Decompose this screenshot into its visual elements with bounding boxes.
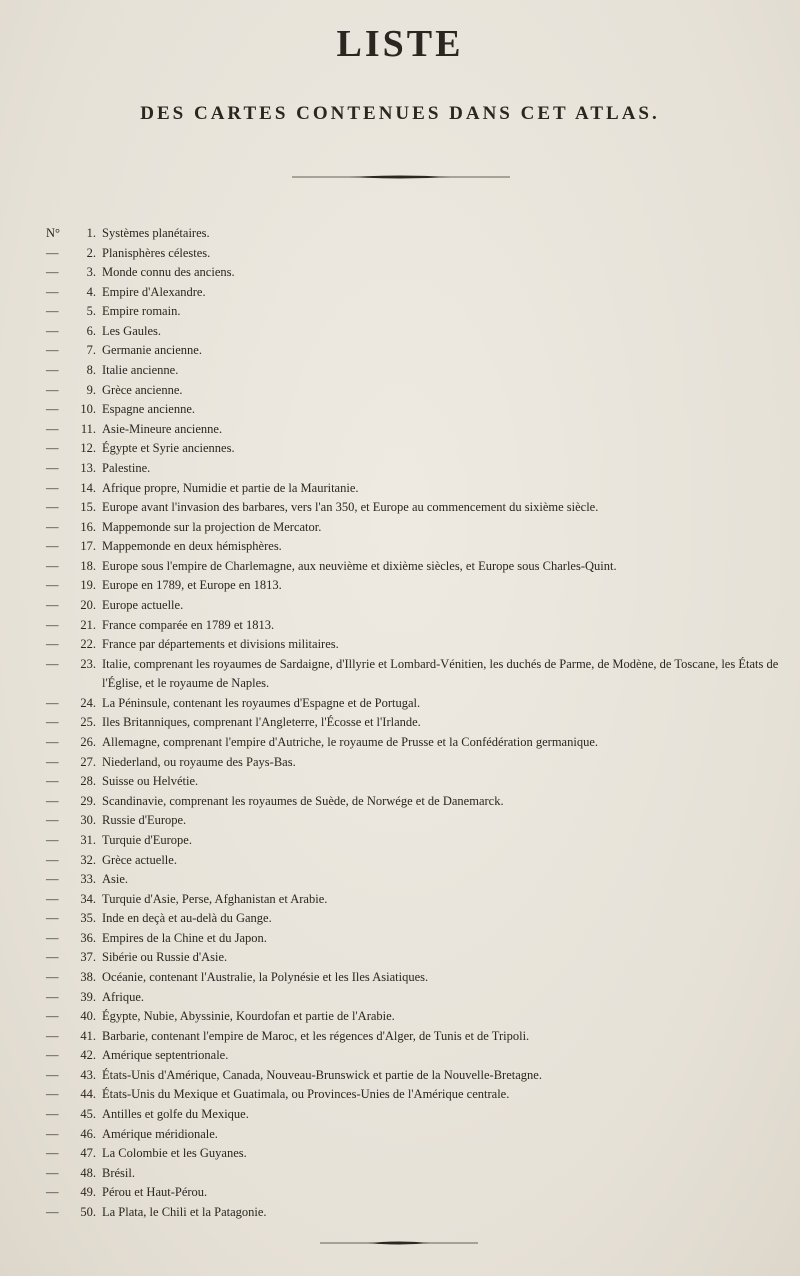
list-item bbox=[0, 1027, 800, 1047]
entry-title: Asie-Mineure ancienne. bbox=[102, 421, 223, 436]
entry-prefix: — bbox=[46, 969, 59, 984]
entry-title: Inde en deçà et au-delà du Gange. bbox=[102, 911, 272, 926]
entry-title: Suisse ou Helvétie. bbox=[102, 774, 199, 789]
list-item bbox=[0, 792, 800, 812]
entry-title: Égypte et Syrie anciennes. bbox=[102, 441, 235, 456]
entry-number: 5. bbox=[86, 304, 96, 319]
entry-prefix: — bbox=[46, 1185, 59, 1200]
entry-title: Iles Britanniques, comprenant l'Angleterre, l'Écosse et l'Irlande. bbox=[102, 715, 421, 730]
entry-prefix: — bbox=[46, 911, 59, 926]
entry-title: Monde connu des anciens. bbox=[102, 265, 235, 280]
list-item bbox=[0, 831, 800, 851]
entry-title: Empires de la Chine et du Japon. bbox=[102, 930, 267, 945]
list-item bbox=[0, 400, 800, 420]
entry-title: Turquie d'Asie, Perse, Afghanistan et Arabie. bbox=[102, 891, 328, 906]
entry-number: 3. bbox=[86, 265, 96, 280]
entry-title: La Péninsule, contenant les royaumes d'Espagne et de Portugal. bbox=[102, 695, 421, 710]
entry-prefix: — bbox=[46, 284, 59, 299]
entry-prefix: — bbox=[46, 1028, 59, 1043]
entry-title: Océanie, contenant l'Australie, la Polynésie et les Iles Asiatiques. bbox=[102, 969, 429, 984]
list-item bbox=[0, 753, 800, 773]
entry-title: Amérique méridionale. bbox=[102, 1126, 218, 1141]
entry-number: 38. bbox=[80, 969, 96, 984]
list-item bbox=[0, 811, 800, 831]
entry-prefix: — bbox=[46, 539, 59, 554]
list-item bbox=[0, 635, 800, 655]
entry-number: 32. bbox=[80, 852, 96, 867]
entry-prefix: — bbox=[46, 891, 59, 906]
entry-prefix: — bbox=[46, 950, 59, 965]
entry-prefix: — bbox=[46, 480, 59, 495]
entry-title: Sibérie ou Russie d'Asie. bbox=[102, 950, 228, 965]
ornament-divider-bottom bbox=[318, 1238, 480, 1248]
entry-prefix: — bbox=[46, 1126, 59, 1141]
entry-title: Barbarie, contenant l'empire de Maroc, et les régences d'Alger, de Tunis et de Tripoli. bbox=[102, 1028, 530, 1043]
entry-prefix: — bbox=[46, 578, 59, 593]
entry-prefix: — bbox=[46, 715, 59, 730]
entry-prefix: — bbox=[46, 1009, 59, 1024]
entry-title: Grèce actuelle. bbox=[102, 852, 177, 867]
entry-prefix: — bbox=[46, 754, 59, 769]
entry-title: La Colombie et les Guyanes. bbox=[102, 1146, 247, 1161]
entry-number: 33. bbox=[80, 872, 96, 887]
entry-prefix: — bbox=[46, 793, 59, 808]
entry-prefix: — bbox=[46, 637, 59, 652]
entry-title: Afrique. bbox=[102, 989, 144, 1004]
entry-prefix: — bbox=[46, 1146, 59, 1161]
entry-number: 22. bbox=[80, 637, 96, 652]
entry-prefix: — bbox=[46, 519, 59, 534]
entry-title: Pérou et Haut-Pérou. bbox=[102, 1185, 208, 1200]
entry-number: 41. bbox=[80, 1028, 96, 1043]
entry-title: Mappemonde sur la projection de Mercator. bbox=[102, 519, 322, 534]
entry-prefix: — bbox=[46, 343, 59, 358]
entry-number: 15. bbox=[80, 500, 96, 515]
list-item bbox=[0, 1105, 800, 1125]
entry-number: 40. bbox=[80, 1009, 96, 1024]
list-item bbox=[0, 1046, 800, 1066]
entry-title: Les Gaules. bbox=[102, 323, 162, 338]
ornament-divider-top bbox=[290, 172, 512, 182]
entry-title: Europe actuelle. bbox=[102, 597, 184, 612]
list-item bbox=[0, 1125, 800, 1145]
entry-prefix: — bbox=[46, 558, 59, 573]
entry-prefix: — bbox=[46, 460, 59, 475]
entry-prefix: — bbox=[46, 832, 59, 847]
entry-title: Germanie ancienne. bbox=[102, 343, 202, 358]
entry-prefix: — bbox=[46, 402, 59, 417]
entry-prefix: — bbox=[46, 500, 59, 515]
entry-prefix: — bbox=[46, 989, 59, 1004]
entry-prefix: — bbox=[46, 304, 59, 319]
entry-prefix: — bbox=[46, 1087, 59, 1102]
entry-prefix: — bbox=[46, 1048, 59, 1063]
list-item bbox=[0, 498, 800, 518]
list-item bbox=[0, 518, 800, 538]
entry-title: Brésil. bbox=[102, 1165, 135, 1180]
entry-title: États-Unis d'Amérique, Canada, Nouveau-Brunswick et partie de la Nouvelle-Bretagne. bbox=[102, 1067, 542, 1082]
list-item bbox=[0, 870, 800, 890]
list-item bbox=[0, 929, 800, 949]
list-item bbox=[0, 322, 800, 342]
entry-title: Europe sous l'empire de Charlemagne, aux neuvième et dixième siècles, et Europe sous Charles-Quint. bbox=[102, 558, 617, 573]
entry-prefix: — bbox=[46, 597, 59, 612]
entry-prefix: — bbox=[46, 1204, 59, 1219]
entry-prefix: N° bbox=[46, 226, 61, 240]
entry-title: Égypte, Nubie, Abyssinie, Kourdofan et partie de l'Arabie. bbox=[102, 1009, 395, 1024]
entry-number: 45. bbox=[80, 1107, 96, 1122]
entry-number: 13. bbox=[80, 460, 96, 475]
list-item bbox=[0, 890, 800, 910]
entry-number: 44. bbox=[80, 1087, 96, 1102]
entry-title: Amérique septentrionale. bbox=[102, 1048, 229, 1063]
entry-title: Italie, comprenant les royaumes de Sardaigne, d'Illyrie et Lombard-Vénitien, les duchés de Parme, de Modène, de Toscane, les États de l'Église, et le royaume de Naples. bbox=[102, 656, 779, 691]
entry-title: Turquie d'Europe. bbox=[102, 832, 192, 847]
entry-title: Scandinavie, comprenant les royaumes de Suède, de Norwége et de Danemarck. bbox=[102, 793, 504, 808]
entry-number: 8. bbox=[86, 363, 96, 378]
list-item bbox=[0, 1144, 800, 1164]
list-item bbox=[0, 537, 800, 557]
list-item bbox=[0, 244, 800, 264]
list-item bbox=[0, 713, 800, 733]
entry-prefix: — bbox=[46, 774, 59, 789]
list-item bbox=[0, 557, 800, 577]
entry-number: 36. bbox=[80, 930, 96, 945]
list-item bbox=[0, 341, 800, 361]
entry-prefix: — bbox=[46, 695, 59, 710]
entry-title: Antilles et golfe du Mexique. bbox=[102, 1107, 249, 1122]
entry-number: 46. bbox=[80, 1126, 96, 1141]
entry-title: France par départements et divisions militaires. bbox=[102, 637, 339, 652]
entry-title: Allemagne, comprenant l'empire d'Autriche, le royaume de Prusse et la Confédération germanique. bbox=[102, 735, 598, 750]
list-item bbox=[0, 1007, 800, 1027]
list-item bbox=[0, 596, 800, 616]
entry-number: 29. bbox=[80, 793, 96, 808]
list-item bbox=[0, 851, 800, 871]
entry-number: 18. bbox=[80, 558, 96, 573]
entry-number: 7. bbox=[86, 343, 96, 358]
entry-number: 6. bbox=[86, 323, 96, 338]
entry-number: 37. bbox=[80, 950, 96, 965]
entry-number: 10. bbox=[80, 402, 96, 417]
entry-number: 42. bbox=[80, 1048, 96, 1063]
list-item bbox=[0, 988, 800, 1008]
entry-title: Espagne ancienne. bbox=[102, 402, 196, 417]
entry-title: Empire d'Alexandre. bbox=[102, 284, 206, 299]
entry-title: Palestine. bbox=[102, 460, 151, 475]
list-item bbox=[0, 439, 800, 459]
entry-number: 30. bbox=[80, 813, 96, 828]
list-item bbox=[0, 361, 800, 381]
entry-number: 25. bbox=[80, 715, 96, 730]
entry-prefix: — bbox=[46, 930, 59, 945]
entry-number: 4. bbox=[86, 284, 96, 299]
entry-number: 50. bbox=[80, 1204, 96, 1219]
list-item bbox=[0, 948, 800, 968]
list-item bbox=[0, 1066, 800, 1086]
entry-prefix: — bbox=[46, 245, 59, 260]
entry-number: 9. bbox=[86, 382, 96, 397]
entry-prefix: — bbox=[46, 735, 59, 750]
entry-title: France comparée en 1789 et 1813. bbox=[102, 617, 275, 632]
list-item bbox=[0, 772, 800, 792]
entry-title: Grèce ancienne. bbox=[102, 382, 183, 397]
entry-number: 49. bbox=[80, 1185, 96, 1200]
entry-number: 20. bbox=[80, 597, 96, 612]
entry-prefix: — bbox=[46, 421, 59, 436]
entry-title: Europe en 1789, et Europe en 1813. bbox=[102, 578, 282, 593]
entry-prefix: — bbox=[46, 1107, 59, 1122]
entry-prefix: — bbox=[46, 382, 59, 397]
entry-number: 14. bbox=[80, 480, 96, 495]
entry-title: Systèmes planétaires. bbox=[102, 226, 210, 240]
list-item bbox=[0, 576, 800, 596]
entry-title: Italie ancienne. bbox=[102, 363, 179, 378]
entry-number: 48. bbox=[80, 1165, 96, 1180]
entry-number: 28. bbox=[80, 774, 96, 789]
page-subtitle: DES CARTES CONTENUES DANS CET ATLAS. bbox=[140, 103, 660, 124]
list-item bbox=[0, 968, 800, 988]
entry-prefix: — bbox=[46, 363, 59, 378]
list-item bbox=[0, 224, 800, 244]
list-item bbox=[0, 733, 800, 753]
list-item bbox=[0, 459, 800, 479]
entry-number: 27. bbox=[80, 754, 96, 769]
list-item bbox=[0, 1164, 800, 1184]
list-item bbox=[0, 909, 800, 929]
entry-title: La Plata, le Chili et la Patagonie. bbox=[102, 1204, 267, 1219]
entry-title: Empire romain. bbox=[102, 304, 181, 319]
entry-number: 16. bbox=[80, 519, 96, 534]
entry-title: Niederland, ou royaume des Pays-Bas. bbox=[102, 754, 296, 769]
entry-number: 2. bbox=[86, 245, 96, 260]
entry-prefix: — bbox=[46, 265, 59, 280]
entry-prefix: — bbox=[46, 1067, 59, 1082]
entry-number: 47. bbox=[80, 1146, 96, 1161]
entry-number: 43. bbox=[80, 1067, 96, 1082]
entry-title: Russie d'Europe. bbox=[102, 813, 187, 828]
entry-number: 23. bbox=[80, 656, 96, 671]
list-item bbox=[0, 655, 800, 694]
entry-title: États-Unis du Mexique et Guatimala, ou Provinces-Unies de l'Amérique centrale. bbox=[102, 1087, 510, 1102]
entry-number: 35. bbox=[80, 911, 96, 926]
entry-prefix: — bbox=[46, 1165, 59, 1180]
entry-number: 21. bbox=[80, 617, 96, 632]
map-list bbox=[0, 224, 800, 1222]
entry-number: 19. bbox=[80, 578, 96, 593]
entry-number: 12. bbox=[80, 441, 96, 456]
list-item bbox=[0, 283, 800, 303]
entry-title: Mappemonde en deux hémisphères. bbox=[102, 539, 282, 554]
entry-title: Asie. bbox=[102, 872, 129, 887]
entry-number: 39. bbox=[80, 989, 96, 1004]
list-item bbox=[0, 420, 800, 440]
page-title: LISTE bbox=[336, 23, 464, 65]
list-item bbox=[0, 302, 800, 322]
list-item bbox=[0, 694, 800, 714]
entry-number: 26. bbox=[80, 735, 96, 750]
entry-prefix: — bbox=[46, 441, 59, 456]
entry-title: Afrique propre, Numidie et partie de la Mauritanie. bbox=[102, 480, 359, 495]
list-item bbox=[0, 1085, 800, 1105]
entry-number: 1. bbox=[86, 226, 96, 240]
entry-prefix: — bbox=[46, 852, 59, 867]
entry-number: 11. bbox=[80, 421, 96, 436]
entry-prefix: — bbox=[46, 813, 59, 828]
list-item bbox=[0, 616, 800, 636]
entry-prefix: — bbox=[46, 323, 59, 338]
entry-number: 17. bbox=[80, 539, 96, 554]
list-item bbox=[0, 479, 800, 499]
list-item bbox=[0, 1183, 800, 1203]
list-item bbox=[0, 1203, 800, 1223]
entry-number: 24. bbox=[80, 695, 96, 710]
entry-title: Europe avant l'invasion des barbares, vers l'an 350, et Europe au commencement du sixième siècle. bbox=[102, 500, 599, 515]
entry-title: Planisphères célestes. bbox=[102, 245, 211, 260]
entry-prefix: — bbox=[46, 617, 59, 632]
list-item bbox=[0, 381, 800, 401]
entry-number: 31. bbox=[80, 832, 96, 847]
entry-prefix: — bbox=[46, 872, 59, 887]
entry-number: 34. bbox=[80, 891, 96, 906]
list-item bbox=[0, 263, 800, 283]
entry-prefix: — bbox=[46, 656, 59, 671]
